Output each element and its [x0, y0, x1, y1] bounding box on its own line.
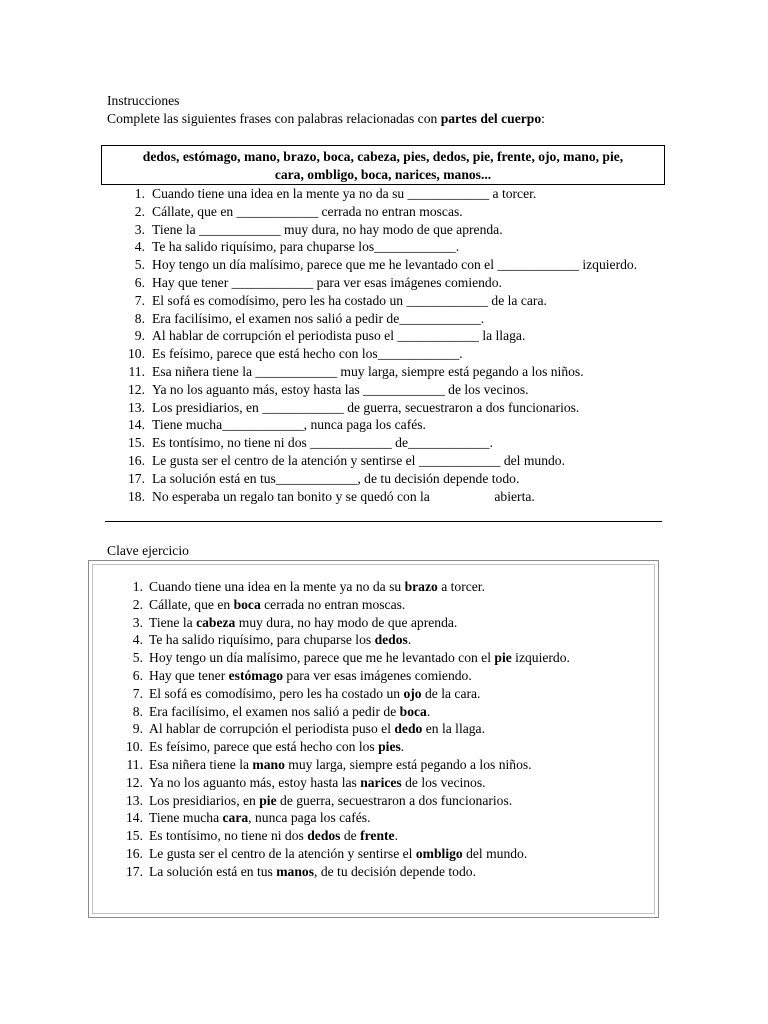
answer-key-number: 8.	[132, 703, 143, 719]
answer-key-text: de	[340, 828, 361, 844]
answer-key-list	[110, 578, 650, 881]
answer-key-text: Tiene la	[149, 614, 197, 630]
exercise-text: Tiene la ____________ muy dura, no hay modo de que aprenda.	[152, 221, 503, 237]
exercise-item	[107, 292, 667, 310]
answer-key-answer: ojo	[403, 685, 422, 701]
answer-key-text: muy larga, siempre está pegando a los niños.	[284, 756, 532, 772]
answer-key-text: para ver esas imágenes comiendo.	[283, 667, 472, 683]
instructions-title: Instrucciones	[107, 93, 180, 108]
exercise-number: 1.	[134, 186, 145, 201]
answer-key-title: Clave ejercicio	[107, 543, 189, 558]
answer-key-answer: dedos	[307, 828, 341, 844]
answer-key-text: .	[400, 739, 405, 755]
answer-key-answer: boca	[399, 703, 427, 719]
answer-key-number: 14.	[126, 810, 143, 826]
answer-key-text: El sofá es comodísimo, pero les ha costado un	[149, 685, 404, 701]
answer-key-number: 16.	[126, 845, 143, 861]
answer-key-answer: narices	[360, 774, 402, 790]
answer-key-answer: ombligo	[415, 845, 463, 861]
exercise-text: Le gusta ser el centro de la atención y sentirse el ____________ del mundo.	[152, 452, 565, 468]
answer-key-number: 12.	[126, 774, 143, 790]
answer-key-answer: frente	[360, 828, 395, 844]
answer-key-text: Tiene mucha	[149, 810, 223, 826]
answer-key-text: de los vecinos.	[401, 774, 486, 790]
answer-key-item	[110, 578, 650, 596]
exercise-number: 16.	[128, 452, 145, 468]
answer-key-item	[110, 703, 650, 721]
answer-key-text: Es feísimo, parece que está hecho con los	[149, 739, 379, 755]
answer-key-number: 10.	[126, 739, 143, 755]
answer-key-item	[110, 738, 650, 756]
exercise-item	[107, 203, 667, 221]
exercise-number: 10.	[128, 346, 145, 362]
exercise-number: 4.	[134, 239, 145, 255]
answer-key-number: 13.	[126, 792, 143, 808]
exercise-item	[107, 274, 667, 292]
answer-key-text: en la llaga.	[422, 721, 485, 737]
exercise-list	[107, 185, 667, 505]
exercise-number: 9.	[134, 328, 145, 344]
answer-key-answer: manos	[276, 863, 315, 879]
exercise-text: No esperaba un regalo tan bonito y se quedó con la abierta.	[152, 488, 535, 504]
answer-key-answer: pies	[378, 739, 401, 755]
answer-key-text: Los presidiarios, en	[149, 792, 260, 808]
answer-key-answer: brazo	[404, 579, 438, 594]
exercise-number: 6.	[134, 274, 145, 290]
exercise-number: 8.	[134, 310, 145, 326]
answer-key-answer: cara	[222, 810, 249, 826]
answer-key-number: 9.	[132, 721, 143, 737]
exercise-text: La solución está en tus____________, de tu decisión depende todo.	[152, 470, 520, 486]
answer-key-text: Le gusta ser el centro de la atención y sentirse el	[149, 845, 416, 861]
exercise-item	[107, 488, 667, 506]
answer-key-item	[110, 649, 650, 667]
answer-key-text: Es tontísimo, no tiene ni dos	[149, 828, 308, 844]
exercise-text: Cuando tiene una idea en la mente ya no da su ____________ a torcer.	[152, 186, 537, 201]
exercise-number: 5.	[134, 257, 145, 273]
answer-key-text: Te ha salido riquísimo, para chuparse los	[149, 632, 375, 648]
instructions-text	[107, 110, 545, 128]
answer-key-item	[110, 720, 650, 738]
exercise-item	[107, 327, 667, 345]
answer-key-text: Ya no los aguanto más, estoy hasta las	[149, 774, 361, 790]
exercise-number: 13.	[128, 399, 145, 415]
exercise-item	[107, 310, 667, 328]
exercise-item	[107, 381, 667, 399]
exercise-text: Tiene mucha____________, nunca paga los cafés.	[152, 417, 426, 433]
exercise-text: Al hablar de corrupción el periodista puso el ____________ la llaga.	[152, 328, 526, 344]
answer-key-answer: dedo	[394, 721, 423, 737]
exercise-item	[107, 470, 667, 488]
exercise-number: 12.	[128, 381, 145, 397]
answer-key-text: , nunca paga los cafés.	[248, 810, 371, 826]
answer-key-item	[110, 631, 650, 649]
exercise-number: 7.	[134, 292, 145, 308]
answer-key-number: 2.	[132, 596, 143, 612]
answer-key-text: Cuando tiene una idea en la mente ya no da su	[149, 579, 405, 594]
answer-key-text: .	[407, 632, 412, 648]
instructions-text-bold: partes del cuerpo	[440, 111, 542, 126]
answer-key-number: 17.	[126, 863, 143, 879]
answer-key-text: cerrada no entran moscas.	[260, 596, 406, 612]
answer-key-item	[110, 667, 650, 685]
answer-key-number: 6.	[132, 667, 143, 683]
exercise-number: 3.	[134, 221, 145, 237]
answer-key-text: Era facilísimo, el examen nos salió a pedir de	[149, 703, 400, 719]
exercise-text: Era facilísimo, el examen nos salió a pedir de____________.	[152, 310, 485, 326]
answer-key-number: 3.	[132, 614, 143, 630]
answer-key-number: 5.	[132, 650, 143, 666]
answer-key-item	[110, 845, 650, 863]
exercise-text: Esa niñera tiene la ____________ muy larga, siempre está pegando a los niños.	[152, 363, 584, 379]
answer-key-number: 7.	[132, 685, 143, 701]
answer-key-text: Al hablar de corrupción el periodista puso el	[149, 721, 395, 737]
exercise-number: 18.	[128, 488, 145, 504]
exercise-text: Los presidiarios, en ____________ de guerra, secuestraron a dos funcionarios.	[152, 399, 580, 415]
answer-key-item	[110, 614, 650, 632]
answer-key-item	[110, 827, 650, 845]
word-bank-line: dedos, estómago, mano, brazo, boca, cabeza, pies, dedos, pie, frente, ojo, mano, pie,	[142, 149, 624, 164]
instructions-text-after: :	[541, 111, 545, 126]
answer-key-text: muy dura, no hay modo de que aprenda.	[235, 614, 458, 630]
exercise-text: Cállate, que en ____________ cerrada no entran moscas.	[152, 203, 463, 219]
answer-key-item	[110, 774, 650, 792]
answer-key-answer: pie	[494, 650, 512, 666]
answer-key-text: izquierdo.	[511, 650, 570, 666]
exercise-text: Te ha salido riquísimo, para chuparse los____________.	[152, 239, 460, 255]
exercise-number: 15.	[128, 435, 145, 451]
exercise-item	[107, 256, 667, 274]
word-bank-box	[101, 145, 665, 185]
answer-key-item	[110, 756, 650, 774]
answer-key-answer: mano	[252, 756, 285, 772]
exercise-item	[107, 345, 667, 363]
exercise-number: 14.	[128, 417, 145, 433]
answer-key-text: Hoy tengo un día malísimo, parece que me he levantado con el	[149, 650, 495, 666]
answer-key-text: de la cara.	[421, 685, 481, 701]
exercise-number: 2.	[134, 203, 145, 219]
instructions-text-before: Complete las siguientes frases con palabras relacionadas con	[107, 111, 441, 126]
answer-key-text: Esa niñera tiene la	[149, 756, 253, 772]
exercise-item	[107, 434, 667, 452]
exercise-text: Es tontísimo, no tiene ni dos ____________ de____________.	[152, 435, 493, 451]
answer-key-answer: cabeza	[196, 614, 236, 630]
exercise-item	[107, 399, 667, 417]
answer-key-text: Cállate, que en	[149, 596, 234, 612]
answer-key-text: de guerra, secuestraron a dos funcionarios.	[276, 792, 513, 808]
exercise-item	[107, 416, 667, 434]
answer-key-item	[110, 809, 650, 827]
answer-key-answer: estómago	[228, 667, 284, 683]
answer-key-item	[110, 863, 650, 881]
exercise-text: Es feísimo, parece que está hecho con los____________.	[152, 346, 463, 362]
answer-key-item	[110, 596, 650, 614]
answer-key-number: 11.	[126, 756, 143, 772]
answer-key-text: del mundo.	[462, 845, 528, 861]
answer-key-number: 1.	[132, 579, 143, 594]
answer-key-text: .	[394, 828, 398, 844]
answer-key-text: , de tu decisión depende todo.	[314, 863, 476, 879]
answer-key-text: a torcer.	[437, 579, 485, 594]
answer-key-number: 15.	[126, 828, 143, 844]
answer-key-item	[110, 792, 650, 810]
exercise-item	[107, 238, 667, 256]
answer-key-number: 4.	[132, 632, 143, 648]
exercise-item	[107, 221, 667, 239]
answer-key-text: .	[426, 703, 431, 719]
word-bank-line: cara, ombligo, boca, narices, manos...	[274, 166, 492, 182]
answer-key-answer: dedos	[374, 632, 408, 648]
underline-rule	[105, 521, 662, 522]
exercise-number: 11.	[128, 363, 145, 379]
answer-key-item	[110, 685, 650, 703]
exercise-item	[107, 452, 667, 470]
exercise-number: 17.	[128, 470, 145, 486]
exercise-text: Ya no los aguanto más, estoy hasta las ____________ de los vecinos.	[152, 381, 529, 397]
answer-key-answer: pie	[259, 792, 277, 808]
answer-key-text: Hay que tener	[149, 667, 229, 683]
exercise-text: Hay que tener ____________ para ver esas imágenes comiendo.	[152, 274, 502, 290]
exercise-text: Hoy tengo un día malísimo, parece que me he levantado con el ____________ izquierdo.	[152, 257, 638, 273]
answer-key-text: La solución está en tus	[149, 863, 277, 879]
answer-key-answer: boca	[233, 596, 261, 612]
exercise-text: El sofá es comodísimo, pero les ha costado un ____________ de la cara.	[152, 292, 547, 308]
exercise-item	[107, 363, 667, 381]
exercise-item	[107, 185, 667, 203]
